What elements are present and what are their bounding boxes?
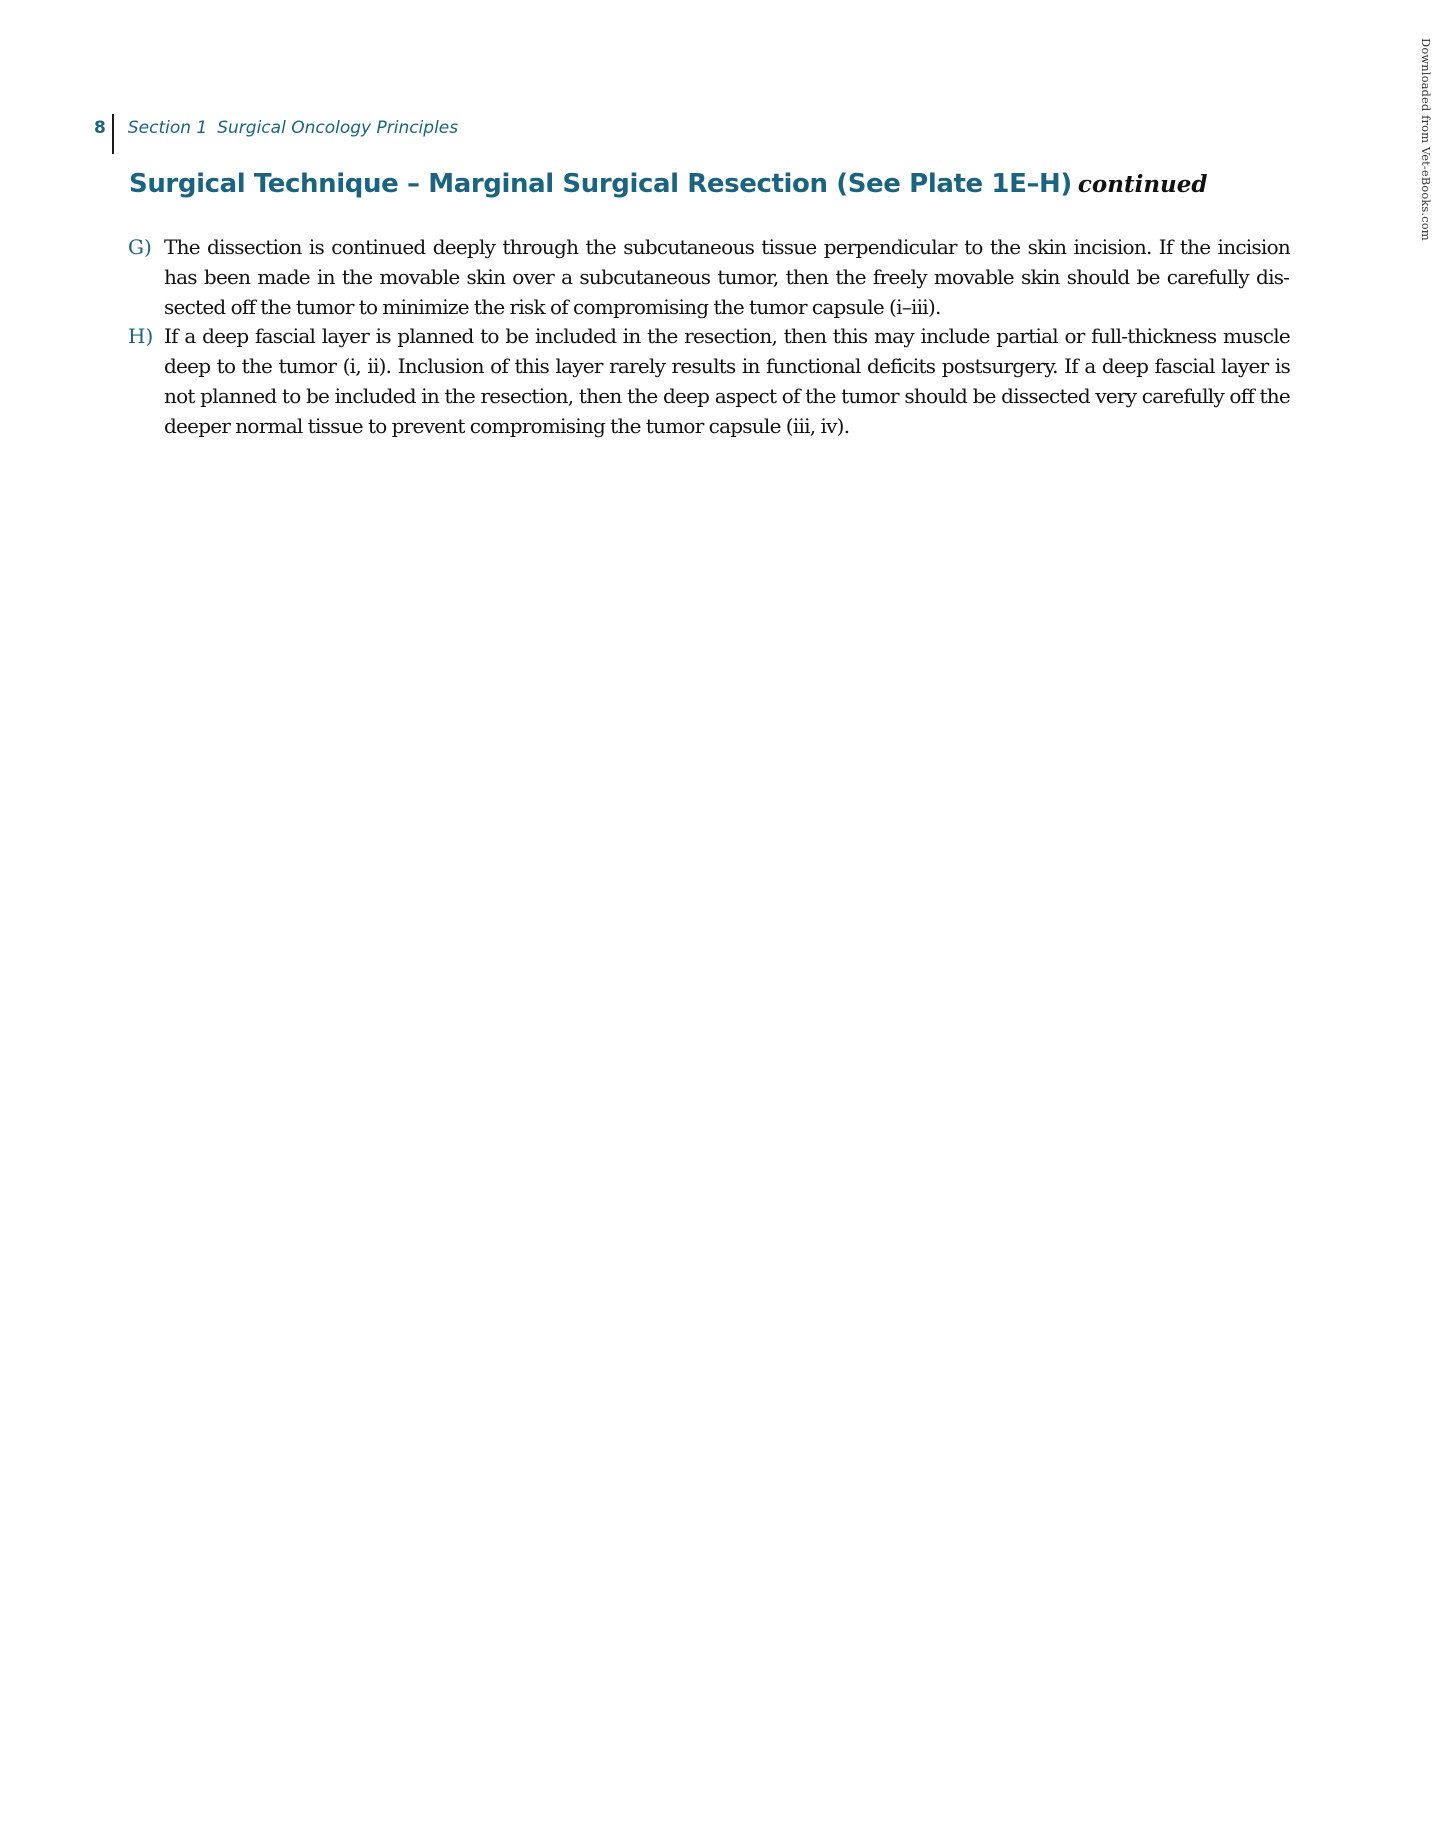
section-label (128, 116, 458, 140)
section-heading (129, 166, 1289, 203)
step-letter: H) (128, 324, 154, 349)
section-title: Surgical Oncology Principles (217, 118, 459, 138)
heading-title: Surgical Technique – Marginal Surgical Resection (See Plate 1E–H) (129, 169, 1072, 199)
running-header (94, 114, 458, 154)
step-text: The dissection is continued deeply through the subcutaneous tissue perpendicular to the skin incision. If the incision has been made in the movable skin over a subcutaneous tumor, then the freely movable skin should be carefully dissected off the tumor to minimize the risk of compromising the tumor capsule (i–iii). (164, 235, 1290, 319)
download-watermark: Downloaded from Vet-eBooks.com (1419, 38, 1433, 241)
header-divider (112, 114, 114, 154)
page-number: 8 (94, 118, 106, 138)
list-item (128, 233, 1290, 322)
step-text: If a deep fascial layer is planned to be included in the resection, then this may include partial or full-thickness muscle deep to the tumor (i, ii). Inclusion of this layer rarely results in functional deficits postsurgery. If a deep fascial layer is not planned to be included in the resection, then the deep aspect of the tumor should be dissected very carefully off the deeper normal tissue to prevent compromising the tumor capsule (iii, iv). (164, 324, 1290, 438)
list-item (128, 322, 1290, 441)
heading-continued: continued (1077, 171, 1208, 198)
step-letter: G) (128, 235, 152, 259)
technique-steps (128, 233, 1290, 442)
section-number: Section 1 (127, 118, 208, 138)
